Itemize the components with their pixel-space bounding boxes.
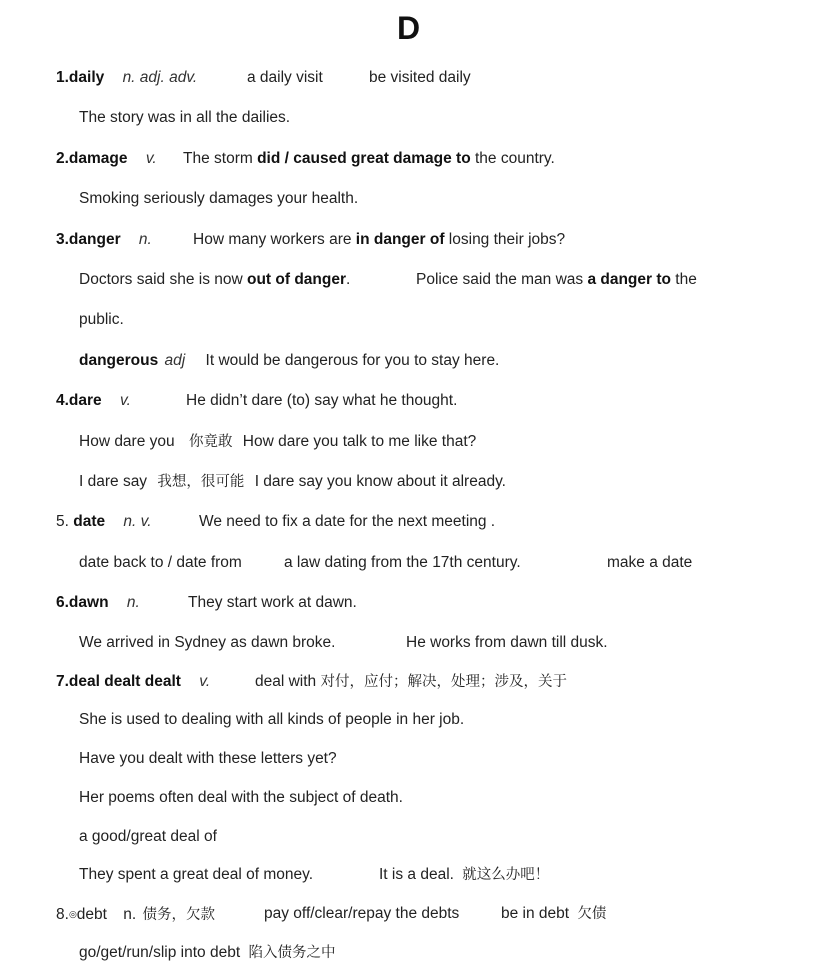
phrase: date back to / date from xyxy=(79,554,242,571)
entry-daily-header xyxy=(56,68,197,88)
collocation: out of danger xyxy=(247,271,347,288)
part-of-speech: n. xyxy=(126,594,140,611)
chinese-gloss: 就这么办吧！ xyxy=(462,867,550,883)
chinese-gloss: 陷入债务之中 xyxy=(248,945,336,961)
headword: 3.danger xyxy=(56,231,121,248)
entry-dawn-header xyxy=(56,593,140,613)
part-of-speech: n. v. xyxy=(123,513,152,530)
phrase: go/get/run/slip into debt xyxy=(79,944,241,961)
example-sentence: They start work at dawn. xyxy=(188,594,357,611)
example-sentence xyxy=(79,270,350,290)
example-sentence xyxy=(416,270,697,290)
headword: 4.dare xyxy=(56,392,102,409)
headword: date xyxy=(73,513,106,530)
collocation: in danger of xyxy=(355,231,445,248)
collocation: a danger to xyxy=(587,271,671,288)
example-sentence: He works from dawn till dusk. xyxy=(406,634,608,651)
example-sentence: How dare you talk to me like that? xyxy=(242,433,477,450)
chinese-gloss: 对付，应付；解决，处理；涉及，关于 xyxy=(320,674,567,690)
text: losing their jobs? xyxy=(444,231,566,248)
example-phrase: a daily visit xyxy=(247,69,323,86)
headword: 7.deal dealt dealt xyxy=(56,673,181,690)
example-sentence: a law dating from the 17th century. xyxy=(284,554,521,571)
phrase: be in debt xyxy=(501,905,570,922)
example-sentence: We need to fix a date for the next meeting . xyxy=(199,513,496,530)
phrase-row xyxy=(501,904,606,924)
phrase: I dare say xyxy=(79,473,148,490)
collocation: did / caused great damage to xyxy=(257,150,471,167)
part-of-speech: adj xyxy=(164,352,186,369)
example-sentence: Her poems often deal with the subject of death. xyxy=(79,789,403,806)
part-of-speech: v. xyxy=(119,392,131,409)
entry-damage-header xyxy=(56,149,157,169)
text: How many workers are xyxy=(193,231,356,248)
example-sentence xyxy=(183,149,555,169)
entry-dare-header xyxy=(56,391,131,411)
example-sentence xyxy=(193,230,565,250)
entry-date-header xyxy=(56,512,152,532)
example-sentence: It would be dangerous for you to stay here. xyxy=(205,352,500,369)
part-of-speech: v. xyxy=(199,673,211,690)
example-sentence: She is used to dealing with all kinds of people in her job. xyxy=(79,711,465,728)
headword: debt xyxy=(76,906,107,923)
chinese-gloss: 我想，很可能 xyxy=(157,474,245,490)
headword: 2.damage xyxy=(56,150,128,167)
phrase-row xyxy=(255,672,567,692)
phrase: It is a deal. xyxy=(379,866,454,883)
part-of-speech: n. adj. adv. xyxy=(122,69,198,86)
phrase: How dare you xyxy=(79,433,175,450)
text: Doctors said she is now xyxy=(79,271,247,288)
example-phrase: be visited daily xyxy=(369,69,471,86)
example-sentence: We arrived in Sydney as dawn broke. xyxy=(79,634,336,651)
phrase: pay off/clear/repay the debts xyxy=(264,905,460,922)
circle-mark-icon: ◎ xyxy=(68,909,77,919)
part-of-speech: v. xyxy=(145,150,157,167)
entry-number: 8. xyxy=(56,906,69,923)
chinese-gloss: 你竟敢 xyxy=(188,434,233,450)
example-sentence: They spent a great deal of money. xyxy=(79,866,314,883)
entry-number: 5. xyxy=(56,513,74,530)
text: the xyxy=(671,271,697,288)
phrase: deal with xyxy=(255,673,321,690)
example-sentence: I dare say you know about it already. xyxy=(254,473,506,490)
text: the country. xyxy=(470,150,555,167)
example-sentence: He didn’t dare (to) say what he thought. xyxy=(186,392,458,409)
phrase: make a date xyxy=(607,554,693,571)
derived-word: dangerous xyxy=(79,352,159,369)
text: Police said the man was xyxy=(416,271,588,288)
part-of-speech: n. xyxy=(138,231,152,248)
chinese-gloss: 欠债 xyxy=(577,906,607,922)
phrase-row xyxy=(79,943,335,963)
entry-debt-header xyxy=(56,904,215,925)
phrase-row xyxy=(79,472,506,492)
phrase: a good/great deal of xyxy=(79,828,217,845)
headword: 1.daily xyxy=(56,69,105,86)
example-sentence-continued: public. xyxy=(79,311,124,328)
example-sentence: Have you dealt with these letters yet? xyxy=(79,750,337,767)
example-sentence: The story was in all the dailies. xyxy=(79,109,291,126)
part-of-speech: n. xyxy=(123,906,137,923)
phrase-row xyxy=(379,865,549,885)
text: The storm xyxy=(183,150,258,167)
phrase-row xyxy=(79,432,476,452)
page-title: D xyxy=(396,10,421,46)
headword: 6.dawn xyxy=(56,594,109,611)
text: . xyxy=(346,271,351,288)
example-sentence: Smoking seriously damages your health. xyxy=(79,190,359,207)
derived-word-row xyxy=(79,351,499,371)
chinese-gloss: 债务，欠款 xyxy=(142,907,216,923)
entry-danger-header xyxy=(56,230,152,250)
entry-deal-header xyxy=(56,672,210,692)
